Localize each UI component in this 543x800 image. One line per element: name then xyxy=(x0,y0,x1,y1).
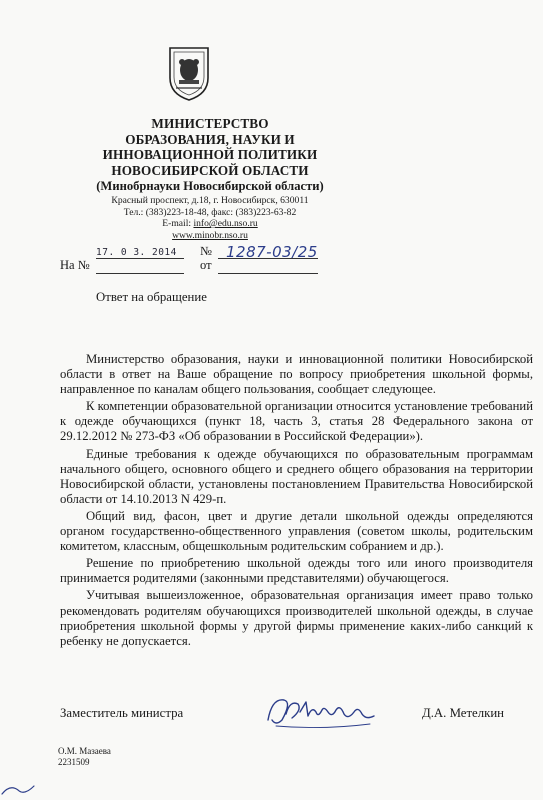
executor-name: О.М. Мазаева xyxy=(58,746,111,756)
coat-of-arms-icon xyxy=(166,44,212,102)
address: Красный проспект, д.18, г. Новосибирск, 630011 xyxy=(111,195,309,206)
signatory-position: Заместитель министра xyxy=(60,706,184,720)
handwritten-signature-icon xyxy=(262,690,382,732)
subject-line: Ответ на обращение xyxy=(96,290,207,304)
signatory-name: Д.А. Метелкин xyxy=(422,706,505,720)
handwritten-reg-number: 1287-03/25 xyxy=(226,243,318,261)
paragraph: Учитывая вышеизложенное, образовательная организация имеет право только рекомендовать родителям обучающихся производителей школьной одежды, в случае приобретения школьной формы у другой фирмы применение каких-либо санкций к ребенку не допускается. xyxy=(60,588,533,648)
paragraph: Министерство образования, науки и инновационной политики Новосибирской области в ответ на Ваше обращение по вопросу приобретения школьной формы, направленное по каналам общего пользования, сообщает следующее. xyxy=(60,352,533,397)
letterhead xyxy=(60,116,360,194)
reply-to-label: На № xyxy=(60,258,90,272)
contact-details xyxy=(60,195,360,241)
paragraph: Единые требования к одежде обучающихся по образовательным программам начального общего, основного общего и среднего общего образования на территории Новосибирской области, установлены постановлением Правительства Новосибирской области от 14.10.2013 N 429-п. xyxy=(60,446,533,506)
email-line xyxy=(60,218,360,230)
ministry-title-line: НОВОСИБИРСКОЙ ОБЛАСТИ xyxy=(111,162,309,178)
phone-fax: Тел.: (383)223-18-48, факс: (383)223-63-82 xyxy=(123,206,297,218)
ministry-title-line: ИННОВАЦИОННОЙ ПОЛИТИКИ xyxy=(102,147,318,163)
executor-info xyxy=(58,746,111,768)
from-label: от xyxy=(200,258,212,272)
executor-phone: 2231509 xyxy=(58,757,90,767)
date-underline xyxy=(96,258,184,259)
corner-scribble-icon xyxy=(0,780,40,800)
number-underline xyxy=(218,258,318,259)
ministry-title xyxy=(60,116,360,178)
letter-body xyxy=(60,352,533,651)
number-label: № xyxy=(200,244,212,258)
reply-number-underline xyxy=(96,273,184,274)
email-link[interactable]: info@edu.nso.ru xyxy=(193,218,258,230)
paragraph: К компетенции образовательной организации относится установление требований к одежде обучающихся (пункт 18, часть 3, статья 28 Федерального закона от 29.12.2012 № 273-ФЗ «Об образовании в Российской Федерации»). xyxy=(60,399,533,444)
paragraph: Общий вид, фасон, цвет и другие детали школьной одежды определяются органом государственно-общественного управления (советом школы, родительским комитетом, классным, общешкольным родительским собранием и др.). xyxy=(60,508,533,554)
paragraph: Решение по приобретению школьной одежды того или иного производителя принимается родителями (законными представителями) обучающегося. xyxy=(60,556,533,586)
ministry-title-line: ОБРАЗОВАНИЯ, НАУКИ И xyxy=(125,131,295,147)
from-date-underline xyxy=(218,273,318,274)
ministry-short-name: (Минобрнауки Новосибирской области) xyxy=(96,179,324,194)
ministry-title-line: МИНИСТЕРСТВО xyxy=(151,116,269,131)
registration-date-stamp: 17. 0 3. 2014 xyxy=(96,247,177,258)
website-link[interactable]: www.minobr.nso.ru xyxy=(172,229,248,241)
email-label: E-mail: xyxy=(162,218,194,230)
